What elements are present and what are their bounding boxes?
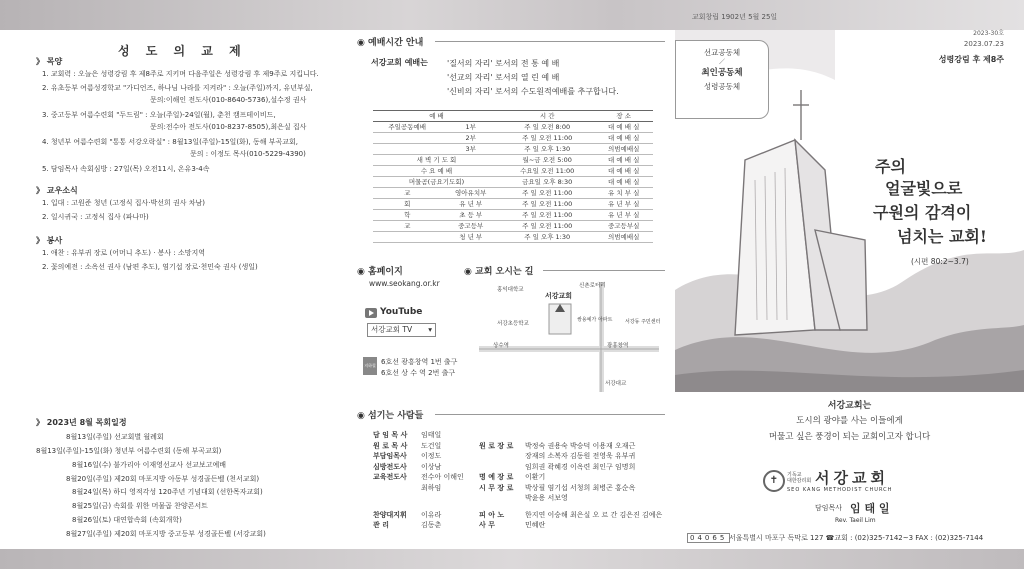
map-label-apt: 쌍용예가 아파트 xyxy=(577,317,613,323)
pastoral-item: 4. 청년부 여름수련회 "통통 서강오락실" : 8월13일(주일)-15일(화), 동해 부곡교회, xyxy=(42,138,299,146)
section-heading-pastoral: 》 목양 xyxy=(36,57,63,66)
slogan-line: 주의 xyxy=(875,157,906,176)
homepage-link[interactable]: www.seokang.or.kr xyxy=(369,279,440,288)
community-box xyxy=(675,40,769,119)
column-header: 장 소 xyxy=(594,111,653,122)
table-cell: 주 일 오전 11:00 xyxy=(500,188,594,199)
map-label-church: 서강교회 xyxy=(545,292,573,300)
service-item: 1. 애찬 : 유부귀 장로 (어머니 추도) · 봉사 : 소망지역 xyxy=(42,249,206,257)
table-cell: 영아유치부 xyxy=(441,188,500,199)
church-address: 서울특별시 마포구 독막로 127 ☎교회 : (02)325-7142~3 FAX : (02)325-7144 xyxy=(729,534,984,542)
table-cell: 초 등 부 xyxy=(441,210,500,221)
intro-line: '선교의 자리' 로서의 열 린 예 배 xyxy=(447,73,560,82)
table-cell: 머물곰(금요기도회) xyxy=(373,177,500,188)
table-row xyxy=(373,188,653,199)
service-item: 2. 꽃의예전 : 소옥선 권사 (남편 추도), 염기섭 장로·천민숙 권사 (생일) xyxy=(42,263,258,271)
subway-line: 6호선 상 수 역 2번 출구 xyxy=(381,369,456,377)
bulletin-date: 2023.07.23 xyxy=(963,40,1004,48)
subway-line: 6호선 광흥창역 1번 출구 xyxy=(381,358,458,366)
table-row xyxy=(373,166,653,177)
bullet-icon: ◉ xyxy=(357,411,368,421)
divider xyxy=(543,270,665,271)
column-header: 예 배 xyxy=(373,111,500,122)
table-cell: 회 xyxy=(373,199,441,210)
slogan-line: 얼굴빛으로 xyxy=(885,179,963,198)
intro-line: '질서의 자리' 로서의 전 통 예 배 xyxy=(447,59,560,68)
map-label-hongik: 홍익대학교 xyxy=(497,287,524,293)
community-label: 최인공동체 xyxy=(701,68,743,78)
top-band xyxy=(0,0,1024,30)
staff-row: 최하임 시 무 장 로 박상필 염기섭 서청희 최병곤 홍순옥 xyxy=(421,483,636,492)
staff-row: 찬양대지휘 이유라 피 아 노 한지연 이승해 최은실 오 르 간 김은진 김예은 xyxy=(373,510,663,519)
pastoral-item: 2. 유초등부 여름성경학교 "가디언즈, 하나님 나라를 지켜라" : 오늘(주일)까지, 유년부실, xyxy=(42,84,313,92)
homepage-heading: ◉ 홈페이지 xyxy=(357,267,403,277)
news-item: 2. 일시귀국 : 고정식 집사 (파나마) xyxy=(42,213,149,221)
slogan-line: 구원의 감격이 xyxy=(873,203,972,222)
intro-line: '신비의 자리' 로서의 수도원적예배를 추구합니다. xyxy=(447,87,619,96)
youtube-label: YouTube xyxy=(380,307,423,317)
table-cell: 유 년 부 실 xyxy=(594,199,653,210)
column-header: 시 간 xyxy=(500,111,594,122)
logo-church-name: 서강교회 xyxy=(815,469,889,487)
table-row xyxy=(373,221,653,232)
table-cell: 수 요 예 배 xyxy=(373,166,500,177)
bottom-band xyxy=(0,549,1024,569)
panel-cover xyxy=(675,13,1024,549)
pastoral-item: 1. 교회력 : 오늘은 성령강림 후 제8주로 지키며 다음주일은 성령강림 후 제9주로 지킵니다. xyxy=(42,70,319,78)
table-cell xyxy=(373,232,441,243)
table-row xyxy=(373,232,653,243)
vision-name: 서강교회는 xyxy=(827,401,872,411)
staff-list xyxy=(373,430,662,531)
table-cell: 교 xyxy=(373,221,441,232)
table-cell: 대 예 배 실 xyxy=(594,122,653,133)
panel-fellowship xyxy=(0,30,343,549)
fellowship-title: 성 도 의 교 제 xyxy=(118,44,247,58)
pastoral-item: 문의:이해인 전도사(010-8640-5736),설수정 권사 xyxy=(150,96,307,104)
worship-schedule-table xyxy=(373,110,653,243)
youtube-icon xyxy=(365,308,377,318)
staff-row: 원 로 목 사 도건일 원 로 장 로 박정숙 권용숙 박승덕 이용재 오재근 xyxy=(373,441,636,450)
table-cell: 금요일 오후 8:30 xyxy=(500,177,594,188)
table-row xyxy=(373,177,653,188)
scripture-verse: (시편 80:2~3.7) xyxy=(911,257,969,266)
table-cell: 월~금 오전 5:00 xyxy=(500,155,594,166)
table-cell: 주 일 오전 11:00 xyxy=(500,133,594,144)
staff-row: 부담임목사 이정도 장재의 소복자 김동원 전영욱 유부귀 xyxy=(373,452,636,460)
table-row xyxy=(373,155,653,166)
bullet-icon: ◉ xyxy=(357,38,368,48)
staff-row: 담 임 목 사 임태일 xyxy=(373,431,442,439)
divider xyxy=(435,414,665,415)
table-cell: 대 예 배 실 xyxy=(594,166,653,177)
table-cell: 새 벽 기 도 회 xyxy=(373,155,500,166)
schedule-item: 8월27일(주일) 제20회 마포지방 중고등부 성경골든벨 (서강교회) xyxy=(66,530,266,538)
table-cell: 1부 xyxy=(441,122,500,133)
table-cell: 중고등부 xyxy=(441,221,500,232)
map-label-rotary: 신촌로터리 xyxy=(579,283,606,289)
table-cell: 의범예배실 xyxy=(594,232,653,243)
table-row xyxy=(373,133,653,144)
table-cell: 주 일 오후 1:30 xyxy=(500,144,594,155)
map-label-school: 서강초등학교 xyxy=(497,321,529,327)
map-label-sangsu: 상수역 xyxy=(493,343,509,349)
table-cell: 대 예 배 실 xyxy=(594,155,653,166)
section-heading-news: 》 교우소식 xyxy=(36,186,78,195)
issue-number: 2023-30호 xyxy=(973,30,1004,37)
schedule-item: 8월24일(목) 하디 영적각성 120주년 기념대회 (선한목자교회) xyxy=(72,488,263,496)
postcode: 04065 xyxy=(687,533,730,543)
pastoral-item: 5. 담임목사 속회심방 : 27일(목) 오전11시, 온유3-4속 xyxy=(42,165,210,173)
table-cell: 주 일 오전 11:00 xyxy=(500,199,594,210)
staff-row: 심방전도사 이상남 임희권 곽혜경 이옥련 최인구 임명희 xyxy=(373,462,636,471)
table-cell: 주 일 오전 11:00 xyxy=(500,221,594,232)
table-row xyxy=(373,210,653,221)
table-cell: 교 xyxy=(373,188,441,199)
schedule-item: 8월25일(금) 속회를 위한 머물곱 찬양콘서트 xyxy=(72,502,208,510)
map-label-gwangheung: 광흥창역 xyxy=(607,343,629,349)
table-row xyxy=(373,122,653,133)
pastor-label: 담임목사 xyxy=(815,504,843,512)
location-map[interactable] xyxy=(479,282,659,392)
table-cell: 3부 xyxy=(441,144,500,155)
table-cell xyxy=(373,133,441,144)
news-item: 1. 입대 : 고원준 청년 (고정식 집사·박선희 권사 차남) xyxy=(42,199,206,207)
map-label-bridge: 서강대교 xyxy=(605,381,627,387)
table-cell: 주 일 오전 8:00 xyxy=(500,122,594,133)
staff-row: 관 리 김동춘 사 무 민혜란 xyxy=(373,521,546,529)
community-label: ／ xyxy=(718,59,725,66)
directions-heading: ◉ 교회 오시는 길 xyxy=(464,267,534,277)
logo-english-name: SEO KANG METHODIST CHURCH xyxy=(787,487,893,493)
logo-small-text: 기독교 xyxy=(787,472,802,478)
staff-row: 교육전도사 전수아 이해인 명 예 장 로 이환기 xyxy=(373,473,546,481)
table-cell: 학 xyxy=(373,210,441,221)
schedule-item: 8월13일(주일) 선교회별 월례회 xyxy=(66,433,164,441)
bullet-icon: ◉ xyxy=(464,267,475,277)
pastor-english-name: Rev. Taeil Lim xyxy=(835,517,876,524)
church-emblem-icon: ✝ xyxy=(763,470,785,492)
youtube-channel-button[interactable] xyxy=(367,323,436,337)
pastoral-item: 3. 중고등부 여름수련회 "두드림" : 오늘(주일)-24일(월), 춘천 캠프테이비드, xyxy=(42,111,276,119)
youtube-channel-label: 서강교회 TV xyxy=(371,325,413,334)
bullet-icon: ◉ xyxy=(357,267,368,277)
table-cell: 대 예 배 실 xyxy=(594,133,653,144)
schedule-item: 8월16일(수) 불가리아 이재영선교사 선교보고예배 xyxy=(72,461,226,469)
community-label: 성령공동체 xyxy=(703,82,741,91)
slogan-line: 넘치는 교회! xyxy=(897,227,987,246)
section-heading-schedule: 》 2023년 8월 목회일정 xyxy=(36,418,127,427)
worship-heading: ◉ 예배시간 안내 xyxy=(357,38,424,48)
staff-row: 박윤용 서보영 xyxy=(525,494,568,502)
table-cell: 주 일 오전 11:00 xyxy=(500,210,594,221)
panel-worship xyxy=(343,30,675,549)
vision-line: 도시의 광야를 사는 이들에게 xyxy=(796,416,903,426)
table-header xyxy=(373,111,653,122)
founded-date: 교회창립 1902년 5월 25일 xyxy=(692,13,778,21)
table-cell: 대 예 배 실 xyxy=(594,177,653,188)
schedule-item: 8월20일(주일) 제20회 마포지방 아동부 성경골든벨 (천서교회) xyxy=(66,475,260,483)
subway-icon: 지하철 xyxy=(363,357,377,375)
table-cell: 유 년 부 xyxy=(441,199,500,210)
community-label: 선교공동체 xyxy=(703,48,741,57)
pastoral-item: 문의 : 이정도 목사(010-5229-4390) xyxy=(190,150,306,158)
table-cell: 청 년 부 xyxy=(441,232,500,243)
table-cell: 중고등부실 xyxy=(594,221,653,232)
table-cell: 유 년 부 실 xyxy=(594,210,653,221)
table-cell: 유 치 부 실 xyxy=(594,188,653,199)
map-label-center: 서강동 주민센터 xyxy=(625,319,661,325)
worship-intro-name: 서강교회 예배는 xyxy=(371,58,428,67)
table-cell: 2부 xyxy=(441,133,500,144)
pastor-name: 임 태 일 xyxy=(850,502,890,515)
pastoral-item: 문의:전수아 전도사(010-8237-8505),최은실 집사 xyxy=(150,123,307,131)
table-cell xyxy=(373,144,441,155)
table-cell: 수요일 오전 11:00 xyxy=(500,166,594,177)
schedule-item: 8월13일(주일)-15일(화) 청년부 여름수련회 (동해 부곡교회) xyxy=(36,447,222,455)
liturgical-week: 성령강림 후 제8주 xyxy=(938,55,1004,64)
table-row xyxy=(373,199,653,210)
table-cell: 주일공동예배 xyxy=(373,122,441,133)
section-heading-service: 》 봉사 xyxy=(36,236,63,245)
chevron-down-icon: ▾ xyxy=(428,325,432,334)
vision-line: 머물고 싶은 풍경이 되는 교회이고자 합니다 xyxy=(768,432,931,442)
schedule-item: 8월26일(토) 대연합속회 (속회개학) xyxy=(72,516,182,524)
table-cell: 의범예배실 xyxy=(594,144,653,155)
staff-heading: ◉ 섬기는 사람들 xyxy=(357,411,424,421)
logo-denomination xyxy=(787,472,811,484)
table-cell: 주 일 오후 1:30 xyxy=(500,232,594,243)
divider xyxy=(435,41,665,42)
logo-small-text: 대한감리회 xyxy=(787,478,812,484)
worship-intro xyxy=(447,57,619,99)
table-row xyxy=(373,144,653,155)
